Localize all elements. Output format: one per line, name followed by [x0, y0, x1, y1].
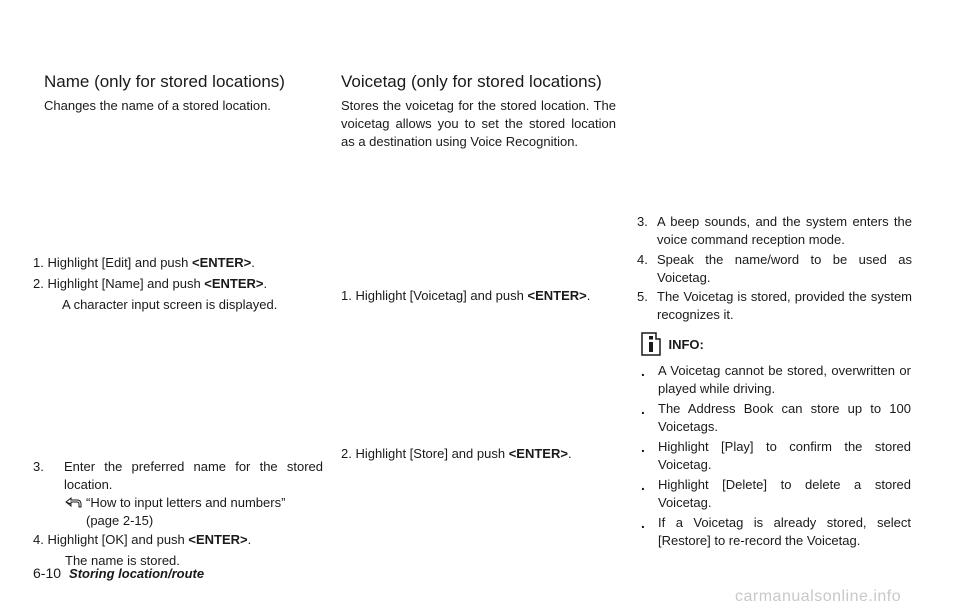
- reference-page: (page 2-15): [86, 513, 154, 528]
- info-bullet: [641, 514, 911, 550]
- step-text: Highlight [OK] and push: [47, 532, 189, 547]
- enter-key: <ENTER>: [188, 532, 248, 547]
- info-bullet: [641, 362, 911, 398]
- info-bullet: [641, 438, 911, 474]
- watermark-text: carmanualsonline.info: [735, 588, 902, 605]
- step-end: .: [251, 255, 255, 270]
- name-step-3: [33, 458, 323, 494]
- step-number: 1.: [341, 288, 352, 303]
- step-text: Highlight [Name] and push: [47, 276, 205, 291]
- bullet-dot: .: [641, 439, 645, 455]
- page-footer: [33, 565, 204, 583]
- section-heading-voicetag: Voicetag (only for stored locations): [341, 72, 602, 91]
- step-text: Highlight [Edit] and push: [47, 255, 193, 270]
- info-bullet: [641, 400, 911, 436]
- bullet-dot: .: [641, 515, 645, 531]
- name-step-1: [33, 254, 333, 272]
- bullet-dot: .: [641, 477, 645, 493]
- step-end: .: [586, 288, 591, 303]
- step-text: Enter the preferred name for the stored location.: [64, 459, 323, 492]
- info-bullet: [641, 476, 911, 512]
- name-step-4-note: The name is stored.: [65, 553, 180, 568]
- step-number: 2.: [33, 276, 44, 291]
- step-number: 4.: [33, 532, 44, 547]
- voicetag-step-3: [637, 213, 912, 249]
- name-step-4: [33, 531, 333, 549]
- voicetag-step-4: [637, 251, 912, 287]
- name-intro: Changes the name of a stored location.: [44, 98, 271, 113]
- name-step-2: [33, 275, 333, 293]
- bullet-dot: .: [641, 401, 645, 417]
- step-number: 2.: [341, 446, 352, 461]
- info-header: [641, 332, 704, 356]
- enter-key: <ENTER>: [204, 276, 264, 291]
- bullet-text: The Address Book can store up to 100 Voicetags.: [658, 401, 911, 434]
- step-number: 1.: [33, 255, 44, 270]
- bullet-text: If a Voicetag is already stored, select [Restore] to re-record the Voicetag.: [658, 515, 911, 548]
- bullet-text: Highlight [Play] to confirm the stored Voicetag.: [658, 439, 911, 472]
- name-step-2-note: A character input screen is displayed.: [62, 297, 278, 312]
- voicetag-step-5: [637, 288, 912, 324]
- step-end: .: [567, 446, 572, 461]
- enter-key: <ENTER>: [508, 446, 568, 461]
- step-number: 4.: [637, 252, 648, 267]
- step-text: Speak the name/word to be used as Voicetag.: [657, 252, 912, 285]
- step-number: 3.: [33, 459, 44, 474]
- step-end: .: [263, 276, 268, 291]
- bullet-text: A Voicetag cannot be stored, overwritten or played while driving.: [658, 363, 911, 396]
- reference-arrow-icon: [65, 495, 83, 507]
- enter-key: <ENTER>: [192, 255, 252, 270]
- step-number: 5.: [637, 289, 648, 304]
- cross-reference: [65, 494, 285, 512]
- info-icon: [641, 332, 661, 356]
- section-heading-name: Name (only for stored locations): [44, 72, 285, 91]
- bullet-dot: .: [641, 363, 645, 379]
- chapter-title: Storing location/route: [69, 566, 205, 581]
- bullet-text: Highlight [Delete] to delete a stored Voicetag.: [658, 477, 911, 510]
- step-text: Highlight [Voicetag] and push: [355, 288, 528, 303]
- step-number: 3.: [637, 214, 648, 229]
- page-number: 6-10: [33, 565, 62, 581]
- info-label: INFO:: [668, 336, 704, 352]
- reference-text: “How to input letters and numbers”: [86, 495, 286, 510]
- enter-key: <ENTER>: [527, 288, 587, 303]
- voicetag-intro: Stores the voicetag for the stored location. The voicetag allows you to set the stored location as a destination using Voice Recognition.: [341, 98, 616, 149]
- voicetag-step-2: [341, 445, 621, 463]
- step-text: Highlight [Store] and push: [355, 446, 509, 461]
- step-text: A beep sounds, and the system enters the voice command reception mode.: [657, 214, 912, 247]
- step-end: .: [247, 532, 252, 547]
- step-text: The Voicetag is stored, provided the system recognizes it.: [657, 289, 912, 322]
- voicetag-step-1: [341, 287, 621, 305]
